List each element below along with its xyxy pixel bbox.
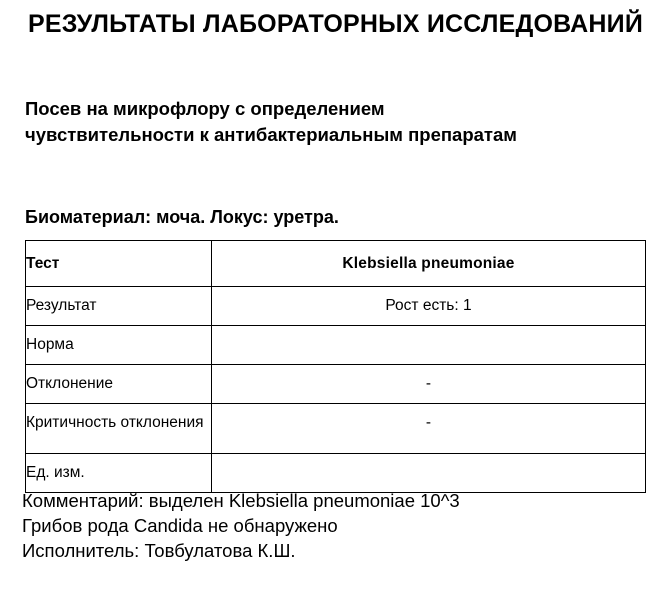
footer-notes — [22, 488, 460, 563]
table-row — [26, 365, 646, 404]
row-value-deviation: - — [212, 365, 646, 404]
row-label-norm: Норма — [26, 326, 212, 365]
row-value-result: Рост есть: 1 — [212, 287, 646, 326]
row-label-deviation-criticality: Критичность отклонения — [26, 404, 212, 454]
row-value-units — [212, 454, 646, 493]
comment-line: Комментарий: выделен Klebsiella pneumoniae 10^3 — [22, 490, 460, 511]
test-name-heading: Посев на микрофлору с определением чувствительности к антибактериальным препаратам — [25, 98, 517, 145]
page-title: РЕЗУЛЬТАТЫ ЛАБОРАТОРНЫХ ИССЛЕДОВАНИЙ — [27, 10, 644, 38]
column-header-organism: Klebsiella pneumoniae — [212, 241, 646, 287]
table-row — [26, 326, 646, 365]
biomaterial-locus-line: Биоматериал: моча. Локус: уретра. — [25, 207, 339, 227]
row-value-deviation-criticality: - — [212, 404, 646, 454]
column-header-test: Тест — [26, 241, 212, 287]
table-row — [26, 404, 646, 454]
fungi-line: Грибов рода Candida не обнаружено — [22, 515, 338, 536]
row-value-norm — [212, 326, 646, 365]
table-header-row — [26, 241, 646, 287]
table-row — [26, 454, 646, 493]
row-label-deviation: Отклонение — [26, 365, 212, 404]
performer-line: Исполнитель: Товбулатова К.Ш. — [22, 540, 296, 561]
row-label-result: Результат — [26, 287, 212, 326]
table-row — [26, 287, 646, 326]
lab-results-table — [25, 240, 646, 493]
row-label-units: Ед. изм. — [26, 454, 212, 493]
